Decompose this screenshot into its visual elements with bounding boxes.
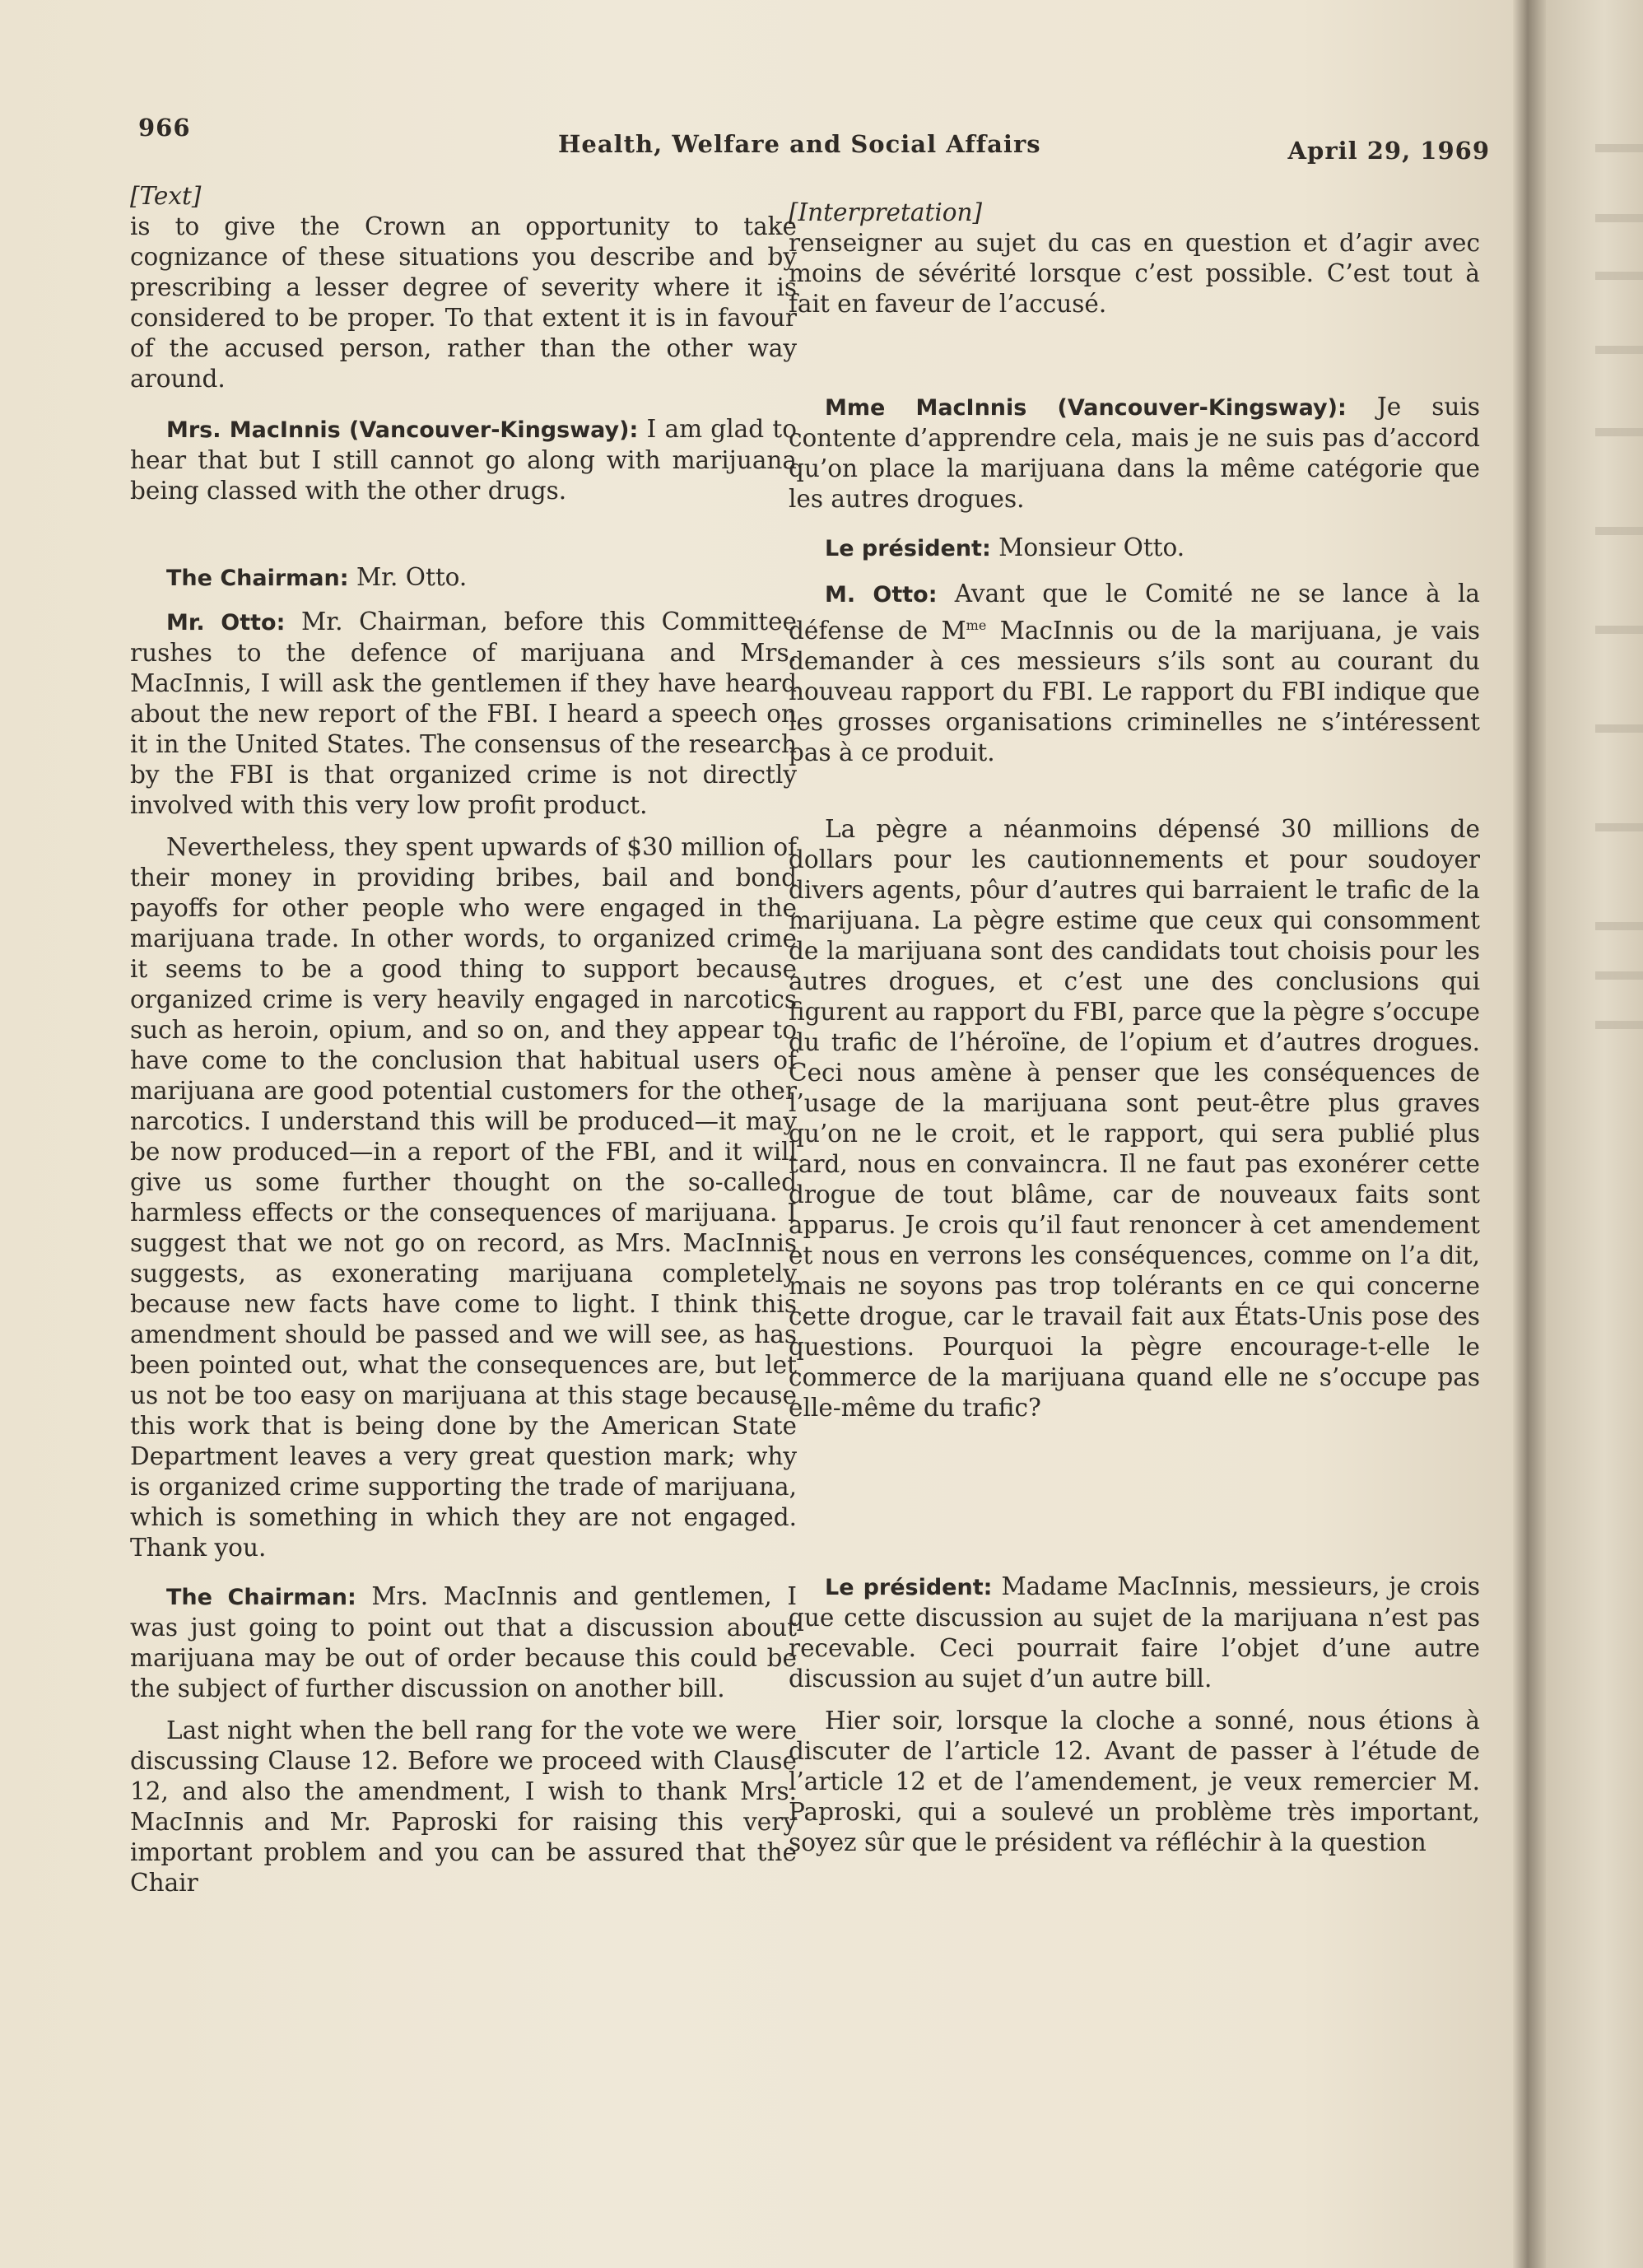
- english-paragraph-6: [130, 1581, 797, 1704]
- french-paragraph-2: [789, 392, 1480, 515]
- french-paragraph-6: [789, 1572, 1480, 1694]
- french-paragraph-7: Hier soir, lorsque la cloche a sonné, nous étions à discuter de l’article 12. Avant de passer à l’étude de l’article 12 et de l’amendement, je veux remercier M. Paproski, qui a soulevé un problème très important, soyez sûr que le président va réfléchir à la question: [789, 1706, 1480, 1856]
- speech-text: Madame MacInnis, messieurs, je crois que cette discussion au sujet de la marijuana n’est pas recevable. Ceci pourrait faire l’objet d’une autre discussion au sujet d’un autre bill.: [789, 1572, 1480, 1693]
- speaker-name: Mr. Otto:: [166, 610, 286, 636]
- french-paragraph-5: La pègre a néanmoins dépensé 30 millions de dollars pour les cautionnements et pour soudoyer divers agents, pôur d’autres qui barraient le trafic de la marijuana. La pègre estime que ceux qui consomment de la marijuana sont des candidats tout choisis pour les autres drogues, et c’est une des conclusions qui figurent au rapport du FBI, parce que la pègre s’occupe du trafic de l’héroïne, de l’opium et d’autres drogues. Ceci nous amène à penser que les conséquences de l’usage de la marijuana sont peut-être plus graves qu’on ne le croit, et le rapport, qui sera publié plus tard, nous en convaincra. Il ne faut pas exonérer cette drogue de tout blâme, car de nouveaux faits sont apparus. Je crois qu’il faut renoncer à cet amendement et nous en verrons les conséquences, comme on l’a dit, mais ne soyons pas trop tolérants en ce qui concerne cette drogue, car le travail fait aux États-Unis pose des questions. Pourquoi la pègre encourage-t-elle le commerce de la marijuana quand elle ne s’occupe pas elle-même du trafic?: [789, 814, 1480, 1422]
- english-paragraph-7: Last night when the bell rang for the vote we were discussing Clause 12. Before we proceed with Clause 12, and also the amendment, I wish to thank Mrs. MacInnis and Mr. Paproski for raising this very important problem and you can be assured that the Chair: [130, 1716, 797, 1897]
- speaker-name: Mrs. MacInnis (Vancouver-Kingsway):: [166, 417, 639, 443]
- page-number: 966: [138, 114, 191, 142]
- english-paragraph-2: [130, 414, 797, 506]
- book-gutter: [1513, 0, 1546, 2268]
- french-paragraph-3: [789, 533, 1480, 564]
- speech-text: Mr. Otto.: [356, 563, 468, 591]
- english-paragraph-4: [130, 607, 797, 821]
- speaker-name: Mme MacInnis (Vancouver-Kingsway):: [825, 395, 1347, 421]
- speaker-name: M. Otto:: [825, 582, 938, 608]
- speaker-name: The Chairman:: [166, 566, 349, 591]
- adjacent-page-edge: [1546, 0, 1643, 2268]
- speech-text: Avant que le Comité ne se lance à la défense de $M^{me}$ MacInnis ou de la marijuana, je vais demander à ces messieurs s’ils sont au courant du nouveau rapport du FBI. Le rapport du FBI indique que les grosses organisations criminelles ne s’intéressent pas à ce produit.: [789, 580, 1481, 766]
- french-column: [789, 198, 1480, 1858]
- french-paragraph-1: renseigner au sujet du cas en question et d’agir avec moins de sévérité lorsque c’est possible. C’est tout à fait en faveur de l’accusé.: [789, 229, 1480, 318]
- speech-text: I am glad to hear that but I still cannot go along with marijuana being classed with the other drugs.: [130, 415, 797, 505]
- french-label: [Interpretation]: [789, 198, 983, 226]
- running-title: Health, Welfare and Social Affairs: [558, 130, 1041, 158]
- page-header: [138, 114, 1498, 163]
- speaker-name: Le président:: [825, 536, 991, 561]
- speech-text: Monsieur Otto.: [998, 533, 1185, 561]
- page-date: April 29, 1969: [1287, 137, 1490, 165]
- speech-text: Je suis contente d’apprendre cela, mais je ne suis pas d’accord qu’on place la marijuana dans la même catégorie que les autres drogues.: [789, 393, 1480, 513]
- speech-text: Mrs. MacInnis and gentlemen, I was just going to point out that a discussion about marijuana may be out of order because this could be the subject of further discussion on another bill.: [130, 1582, 797, 1702]
- speaker-name: Le président:: [825, 1574, 993, 1600]
- english-paragraph-1: is to give the Crown an opportunity to take cognizance of these situations you describe and by prescribing a lesser degree of severity where it is considered to be proper. To that extent it is in favour of the accused person, rather than the other way around.: [130, 212, 797, 393]
- english-paragraph-5: Nevertheless, they spent upwards of $30 million of their money in providing bribes, bail and bond payoffs for other people who were engaged in the marijuana trade. In other words, to organized crime it seems to be a good thing to support because organized crime is very heavily engaged in narcotics such as heroin, opium, and so on, and they appear to have come to the conclusion that habitual users of marijuana are good potential customers for the other narcotics. I understand this will be produced—it may be now produced—in a report of the FBI, and it will give us some further thought on the so-called harmless effects or the consequences of marijuana. I suggest that we not go on record, as Mrs. MacInnis suggests, as exonerating marijuana completely because new facts have come to light. I think this amendment should be passed and we will see, as has been pointed out, what the consequences are, but let us not be too easy on marijuana at this stage because this work that is being done by the American State Department leaves a very great question mark; why is organized crime supporting the trade of marijuana, which is something in which they are not engaged. Thank you.: [130, 833, 797, 1562]
- english-paragraph-3: [130, 562, 797, 594]
- speech-text: Mr. Chairman, before this Committee rushes to the defence of marijuana and Mrs. MacInnis, I will ask the gentlemen if they have heard about the new report of the FBI. I heard a speech on it in the United States. The consensus of the research by the FBI is that organized crime is not directly involved with this very low profit product.: [130, 608, 797, 819]
- english-column: [130, 181, 797, 1898]
- speaker-name: The Chairman:: [166, 1585, 356, 1610]
- superscript: me: [966, 617, 987, 633]
- french-paragraph-4: [789, 579, 1480, 768]
- english-label: [Text]: [130, 182, 202, 210]
